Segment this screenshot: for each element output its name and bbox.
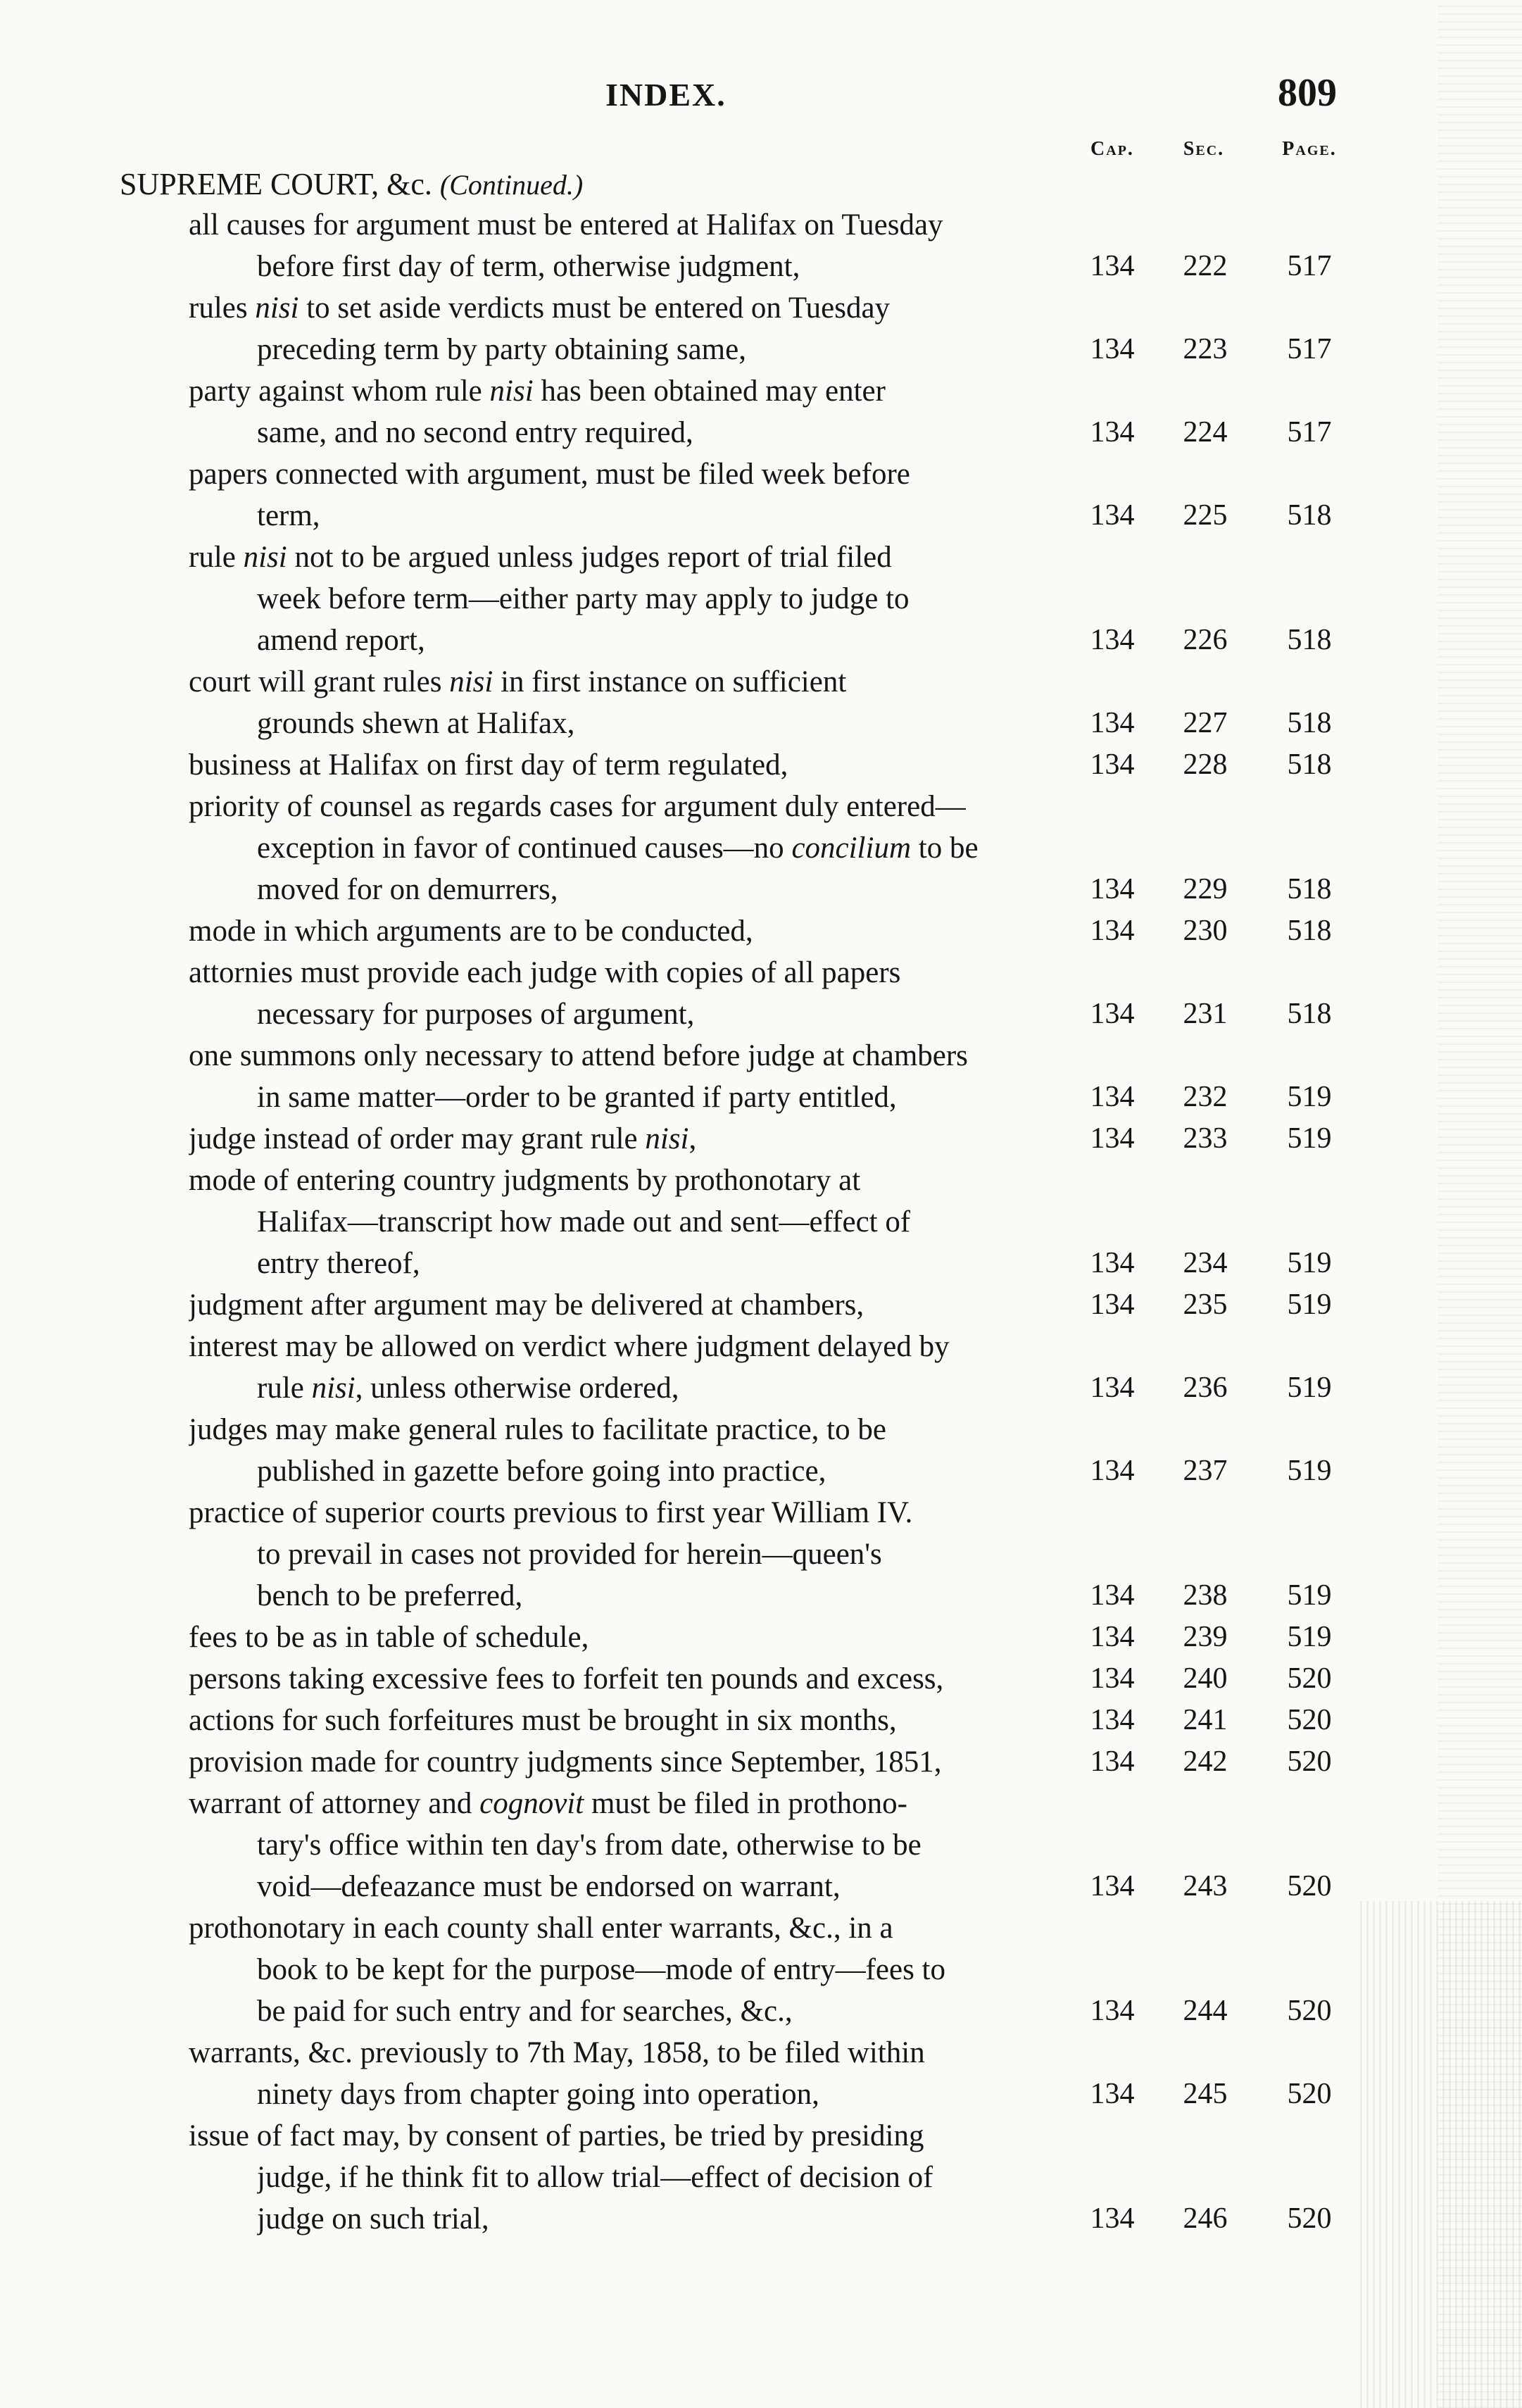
entry-page: 519: [1287, 1372, 1332, 1404]
entry-text: same, and no second entry required,: [257, 416, 693, 449]
entry-page: 520: [1287, 1704, 1332, 1736]
entry-line: [0, 827, 1522, 869]
entry-line: [0, 495, 1522, 537]
entry-text: judge, if he think fit to allow trial—effect of decision of: [257, 2161, 933, 2194]
entry-text: entry thereof,: [257, 1247, 420, 1280]
entry-line: [0, 1658, 1522, 1700]
entry-line: [0, 1201, 1522, 1243]
entry-page: 517: [1287, 333, 1332, 365]
entry-cap: 134: [1090, 1995, 1135, 2027]
entry-line: [0, 453, 1522, 495]
entry-cap: 134: [1090, 873, 1135, 905]
entry-page: 517: [1287, 416, 1332, 449]
entry-text: mode of entering country judgments by prothonotary at: [189, 1164, 861, 1197]
entry-line: [0, 661, 1522, 703]
entry-sec: 243: [1183, 1870, 1228, 1902]
entry-sec: 228: [1183, 748, 1228, 781]
entry-text: ninety days from chapter going into operation,: [257, 2078, 819, 2111]
index-entry: [0, 537, 1522, 661]
index-entry: [0, 744, 1522, 786]
entry-text: judges may make general rules to facilitate practice, to be: [189, 1413, 886, 1446]
entry-line: [0, 1575, 1522, 1617]
entry-page: 519: [1287, 1247, 1332, 1279]
entry-line: [0, 1534, 1522, 1575]
entry-cap: 134: [1090, 1288, 1135, 1321]
entry-sec: 235: [1183, 1288, 1228, 1321]
index-entry: [0, 910, 1522, 952]
entry-text: court will grant rules nisi in first instance on sufficient: [189, 665, 847, 698]
entry-line: [0, 1617, 1522, 1658]
section-continued: (Continued.): [439, 169, 584, 201]
entry-line: [0, 1118, 1522, 1160]
entry-cap: 134: [1090, 624, 1135, 656]
section-title: SUPREME COURT, &c.: [120, 167, 432, 201]
entry-cap: 134: [1090, 1745, 1135, 1778]
entry-cap: 134: [1090, 707, 1135, 739]
entry-text: interest may be allowed on verdict where judgment delayed by: [189, 1330, 950, 1363]
entry-text: prothonotary in each county shall enter warrants, &c., in a: [189, 1912, 893, 1945]
index-entry: [0, 1035, 1522, 1118]
entry-text: business at Halifax on first day of term regulated,: [189, 748, 788, 782]
entry-sec: 246: [1183, 2202, 1228, 2235]
entry-cap: 134: [1090, 1870, 1135, 1902]
entry-page: 518: [1287, 873, 1332, 905]
entry-text: provision made for country judgments since September, 1851,: [189, 1745, 942, 1779]
entry-text: preceding term by party obtaining same,: [257, 333, 746, 366]
entry-sec: 227: [1183, 707, 1228, 739]
index-entry: [0, 1617, 1522, 1658]
index-entry: [0, 952, 1522, 1035]
entry-text: published in gazette before going into practice,: [257, 1455, 826, 1488]
index-entry: [0, 661, 1522, 744]
entry-sec: 233: [1183, 1122, 1228, 1155]
entry-sec: 244: [1183, 1995, 1228, 2027]
index-entry: [0, 1700, 1522, 1741]
entry-line: [0, 1990, 1522, 2032]
entry-cap: 134: [1090, 333, 1135, 365]
entry-cap: 134: [1090, 1621, 1135, 1653]
entry-page: 518: [1287, 915, 1332, 947]
entry-text: practice of superior courts previous to first year William IV.: [189, 1496, 913, 1529]
entry-sec: 224: [1183, 416, 1228, 449]
entry-text: to prevail in cases not provided for herein—queen's: [257, 1538, 882, 1571]
entry-sec: 240: [1183, 1662, 1228, 1695]
entry-cap: 134: [1090, 1122, 1135, 1155]
entry-page: 520: [1287, 2202, 1332, 2235]
entry-sec: 225: [1183, 499, 1228, 532]
entry-text: necessary for purposes of argument,: [257, 998, 695, 1031]
index-entry: [0, 786, 1522, 910]
entry-text: attornies must provide each judge with copies of all papers: [189, 956, 901, 989]
entry-line: [0, 1284, 1522, 1326]
index-entry: [0, 1326, 1522, 1409]
entry-text: in same matter—order to be granted if party entitled,: [257, 1081, 897, 1114]
entry-line: [0, 2157, 1522, 2198]
entry-page: 519: [1287, 1081, 1332, 1113]
entry-line: [0, 1866, 1522, 1907]
entry-page: 518: [1287, 499, 1332, 532]
entry-line: [0, 246, 1522, 287]
index-entry: [0, 1658, 1522, 1700]
entry-sec: 236: [1183, 1372, 1228, 1404]
entry-cap: 134: [1090, 748, 1135, 781]
entry-line: [0, 1907, 1522, 1949]
entry-line: [0, 370, 1522, 412]
entry-text: moved for on demurrers,: [257, 873, 558, 906]
entry-line: [0, 204, 1522, 246]
entry-cap: 134: [1090, 915, 1135, 947]
entry-sec: 232: [1183, 1081, 1228, 1113]
entry-cap: 134: [1090, 1247, 1135, 1279]
entry-text: week before term—either party may apply to judge to: [257, 582, 910, 615]
entry-line: [0, 1492, 1522, 1534]
index-entries: [0, 204, 1522, 2240]
entry-sec: 230: [1183, 915, 1228, 947]
entry-line: [0, 1450, 1522, 1492]
entry-text: one summons only necessary to attend before judge at chambers: [189, 1039, 968, 1072]
entry-line: [0, 703, 1522, 744]
entry-line: [0, 2032, 1522, 2074]
running-head: [0, 71, 1522, 125]
entry-page: 519: [1287, 1579, 1332, 1612]
index-entry: [0, 1118, 1522, 1160]
entry-text: void—defeazance must be endorsed on warrant,: [257, 1870, 841, 1903]
entry-line: [0, 329, 1522, 370]
entry-sec: 242: [1183, 1745, 1228, 1778]
entry-line: [0, 993, 1522, 1035]
entry-text: before first day of term, otherwise judgment,: [257, 250, 800, 283]
index-entry: [0, 1907, 1522, 2032]
entry-line: [0, 1409, 1522, 1450]
entry-page: 520: [1287, 1995, 1332, 2027]
entry-line: [0, 869, 1522, 910]
entry-line: [0, 1949, 1522, 1990]
index-entry: [0, 1284, 1522, 1326]
entry-line: [0, 1700, 1522, 1741]
entry-page: 519: [1287, 1455, 1332, 1487]
entry-page: 520: [1287, 1870, 1332, 1902]
page-number: 809: [1278, 71, 1337, 115]
column-header-cap: Cap.: [1090, 138, 1134, 160]
entry-line: [0, 1035, 1522, 1077]
entry-cap: 134: [1090, 416, 1135, 449]
entry-page: 519: [1287, 1621, 1332, 1653]
entry-line: [0, 537, 1522, 578]
entry-sec: 226: [1183, 624, 1228, 656]
entry-cap: 134: [1090, 1704, 1135, 1736]
entry-page: 518: [1287, 998, 1332, 1030]
index-entry: [0, 1741, 1522, 1783]
entry-text: book to be kept for the purpose—mode of entry—fees to: [257, 1953, 945, 1986]
entry-line: [0, 2115, 1522, 2157]
entry-text: judgment after argument may be delivered at chambers,: [189, 1288, 864, 1322]
entry-line: [0, 1326, 1522, 1367]
entry-sec: 241: [1183, 1704, 1228, 1736]
entry-text: party against whom rule nisi has been obtained may enter: [189, 375, 886, 408]
entry-line: [0, 910, 1522, 952]
entry-cap: 134: [1090, 1579, 1135, 1612]
entry-text: Halifax—transcript how made out and sent—effect of: [257, 1205, 911, 1239]
entry-text: warrants, &c. previously to 7th May, 1858, to be filed within: [189, 2036, 925, 2069]
entry-sec: 223: [1183, 333, 1228, 365]
entry-line: [0, 412, 1522, 453]
entry-text: mode in which arguments are to be conducted,: [189, 915, 753, 948]
index-entry: [0, 1492, 1522, 1617]
entry-cap: 134: [1090, 2078, 1135, 2110]
index-entry: [0, 2115, 1522, 2240]
entry-text: judge on such trial,: [257, 2202, 489, 2235]
entry-line: [0, 1160, 1522, 1201]
entry-line: [0, 620, 1522, 661]
entry-page: 517: [1287, 250, 1332, 282]
entry-text: fees to be as in table of schedule,: [189, 1621, 589, 1654]
entry-line: [0, 578, 1522, 620]
entry-page: 520: [1287, 1662, 1332, 1695]
entry-cap: 134: [1090, 250, 1135, 282]
entry-line: [0, 952, 1522, 993]
entry-line: [0, 744, 1522, 786]
entry-text: priority of counsel as regards cases for argument duly entered—: [189, 790, 966, 823]
entry-page: 518: [1287, 707, 1332, 739]
entry-line: [0, 287, 1522, 329]
column-header-sec: Sec.: [1183, 138, 1225, 160]
entry-cap: 134: [1090, 1455, 1135, 1487]
entry-line: [0, 2198, 1522, 2240]
entry-cap: 134: [1090, 1372, 1135, 1404]
entry-line: [0, 1783, 1522, 1824]
entry-text: papers connected with argument, must be filed week before: [189, 458, 910, 491]
entry-line: [0, 1077, 1522, 1118]
entry-cap: 134: [1090, 1662, 1135, 1695]
page-title: INDEX.: [605, 77, 727, 113]
entry-text: rule nisi not to be argued unless judges report of trial filed: [189, 541, 892, 574]
entry-page: 520: [1287, 1745, 1332, 1778]
entry-text: term,: [257, 499, 320, 532]
index-entry: [0, 370, 1522, 453]
entry-sec: 234: [1183, 1247, 1228, 1279]
entry-cap: 134: [1090, 499, 1135, 532]
index-entry: [0, 453, 1522, 537]
index-entry: [0, 2032, 1522, 2115]
entry-text: grounds shewn at Halifax,: [257, 707, 575, 740]
entry-text: bench to be preferred,: [257, 1579, 523, 1612]
entry-text: be paid for such entry and for searches, &c.,: [257, 1995, 793, 2028]
entry-text: judge instead of order may grant rule nisi,: [189, 1122, 697, 1155]
entry-page: 520: [1287, 2078, 1332, 2110]
index-entry: [0, 1783, 1522, 1907]
entry-sec: 237: [1183, 1455, 1228, 1487]
entry-line: [0, 1243, 1522, 1284]
entry-sec: 231: [1183, 998, 1228, 1030]
entry-text: amend report,: [257, 624, 425, 657]
entry-cap: 134: [1090, 998, 1135, 1030]
entry-page: 518: [1287, 748, 1332, 781]
entry-text: warrant of attorney and cognovit must be filed in prothono-: [189, 1787, 907, 1820]
index-entry: [0, 204, 1522, 287]
entry-line: [0, 1367, 1522, 1409]
entry-text: rules nisi to set aside verdicts must be entered on Tuesday: [189, 291, 891, 325]
entry-sec: 229: [1183, 873, 1228, 905]
entry-text: all causes for argument must be entered at Halifax on Tuesday: [189, 208, 943, 242]
entry-text: issue of fact may, by consent of parties, be tried by presiding: [189, 2119, 924, 2152]
entry-sec: 222: [1183, 250, 1228, 282]
entry-page: 518: [1287, 624, 1332, 656]
entry-text: persons taking excessive fees to forfeit ten pounds and excess,: [189, 1662, 944, 1695]
entry-page: 519: [1287, 1122, 1332, 1155]
entry-cap: 134: [1090, 1081, 1135, 1113]
entry-sec: 239: [1183, 1621, 1228, 1653]
index-entry: [0, 1409, 1522, 1492]
entry-text: tary's office within ten day's from date, otherwise to be: [257, 1829, 922, 1862]
entry-line: [0, 1741, 1522, 1783]
entry-cap: 134: [1090, 2202, 1135, 2235]
entry-text: actions for such forfeitures must be brought in six months,: [189, 1704, 897, 1737]
column-header-page: Page.: [1282, 138, 1337, 160]
entry-line: [0, 2074, 1522, 2115]
index-entry: [0, 287, 1522, 370]
entry-page: 519: [1287, 1288, 1332, 1321]
entry-line: [0, 786, 1522, 827]
entry-text: rule nisi, unless otherwise ordered,: [257, 1372, 679, 1405]
entry-sec: 238: [1183, 1579, 1228, 1612]
entry-line: [0, 1824, 1522, 1866]
index-entry: [0, 1160, 1522, 1284]
entry-sec: 245: [1183, 2078, 1228, 2110]
entry-text: exception in favor of continued causes—no concilium to be: [257, 832, 979, 865]
section-heading: [120, 166, 583, 202]
